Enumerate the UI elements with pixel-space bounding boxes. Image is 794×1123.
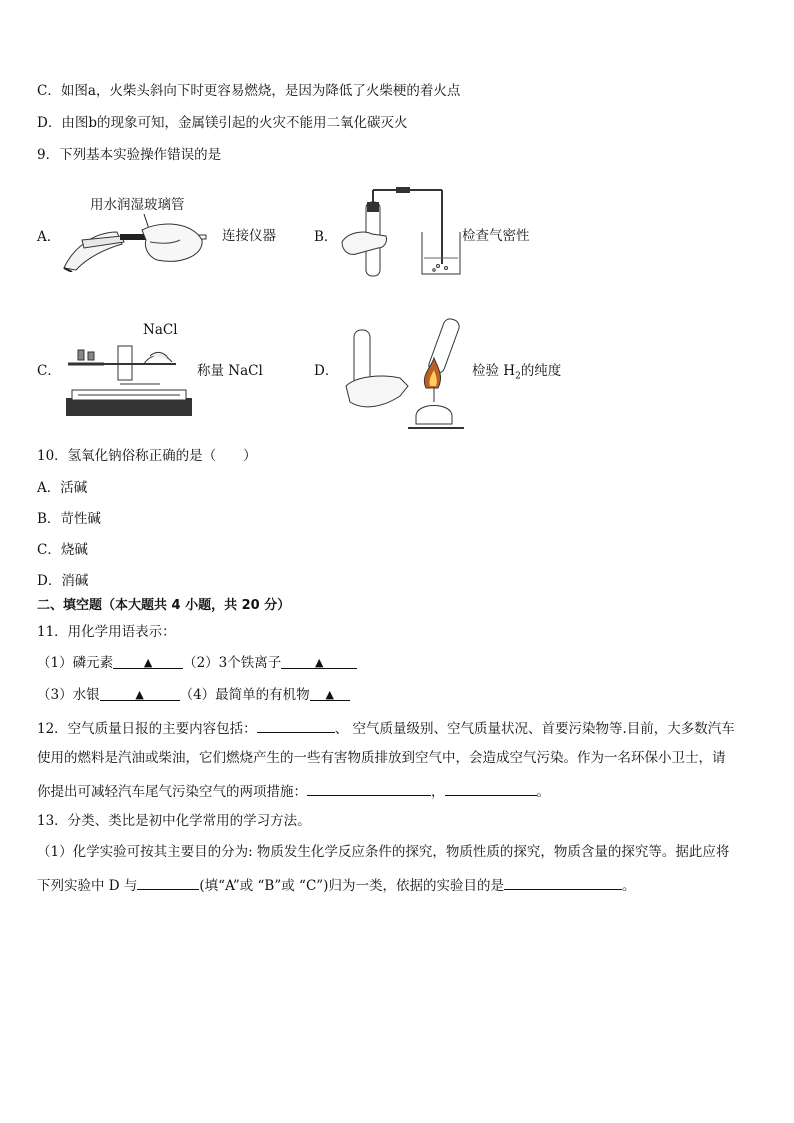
option-c-letter: C． xyxy=(37,363,61,379)
answer-blank-4[interactable]: ▲ xyxy=(310,686,350,701)
question-9-stem: 9．下列基本实验操作错误的是 xyxy=(37,147,222,163)
answer-blank-7[interactable] xyxy=(445,781,537,796)
question-10-stem: 10．氢氧化钠俗称正确的是（ ） xyxy=(37,448,257,464)
option-c-label: 称量 NaCl xyxy=(197,363,263,379)
option-d-prev: D．由图b的现象可知，金属镁引起的火灾不能用二氧化碳灭火 xyxy=(37,115,408,131)
option-b-letter: B． xyxy=(314,229,338,245)
option-d-label: 检验 $H_2$的纯度 xyxy=(472,363,562,382)
option-c-top-label: NaCl xyxy=(143,322,178,338)
option-c-prev: C．如图a，火柴头斜向下时更容易燃烧，是因为降低了火柴梗的着火点 xyxy=(37,83,461,99)
question-11-row-2: （3）水银 ▲ （4）最简单的有机物 ▲ xyxy=(37,686,350,704)
answer-blank-9[interactable] xyxy=(504,875,622,890)
question-13-line-1: （1）化学实验可按其主要目的分为: 物质发生化学反应条件的探究，物质性质的探究，物质含量的探究等。据此应将 xyxy=(37,844,730,860)
question-10-option-d: D．消碱 xyxy=(37,573,89,589)
question-12-line-2: 使用的燃料是汽油或柴油，它们燃烧产生的一些有害物质排放到空气中，会造成空气污染。作为一名环保小卫士，请 xyxy=(37,750,726,766)
answer-blank-2[interactable]: ▲ xyxy=(281,654,357,669)
option-d-letter: D． xyxy=(314,363,339,379)
connect-tube-illustration xyxy=(62,210,212,272)
question-10-option-a: A．活碱 xyxy=(37,480,88,496)
question-10-option-b: B．苛性碱 xyxy=(37,511,101,527)
answer-blank-8[interactable] xyxy=(137,875,199,890)
section-2-heading: 二、填空题（本大题共 4 小题，共 20 分） xyxy=(37,598,291,613)
question-10-option-c: C．烧碱 xyxy=(37,542,88,558)
answer-blank-3[interactable]: ▲ xyxy=(100,686,180,701)
balance-illustration xyxy=(64,340,194,420)
answer-blank-1[interactable]: ▲ xyxy=(113,654,183,669)
airtightness-check-illustration xyxy=(338,186,462,278)
question-11-stem: 11．用化学用语表示： xyxy=(37,624,176,640)
hydrogen-purity-illustration xyxy=(342,316,468,432)
option-a-label: 连接仪器 xyxy=(222,228,276,244)
option-b-label: 检查气密性 xyxy=(462,228,530,244)
question-12-line-3: 你提出可减轻汽车尾气污染空气的两项措施： ， 。 xyxy=(37,781,550,801)
answer-blank-6[interactable] xyxy=(307,781,431,796)
answer-blank-5[interactable] xyxy=(257,718,335,733)
option-a-top-label: 用水润湿玻璃管 xyxy=(90,197,185,213)
option-a-letter: A． xyxy=(37,229,61,245)
question-13-line-2: 下列实验中 D 与 (填“A”或 “B”或 “C”)归为一类，依据的实验目的是 。 xyxy=(37,875,635,895)
question-13-stem: 13．分类、类比是初中化学常用的学习方法。 xyxy=(37,813,311,829)
question-12-line-1: 12．空气质量日报的主要内容包括： 、 空气质量级别、空气质量状况、首要污染物等.目前，大多数汽车 xyxy=(37,718,735,738)
question-11-row-1: （1）磷元素 ▲ （2）3个铁离子 ▲ xyxy=(37,654,357,672)
